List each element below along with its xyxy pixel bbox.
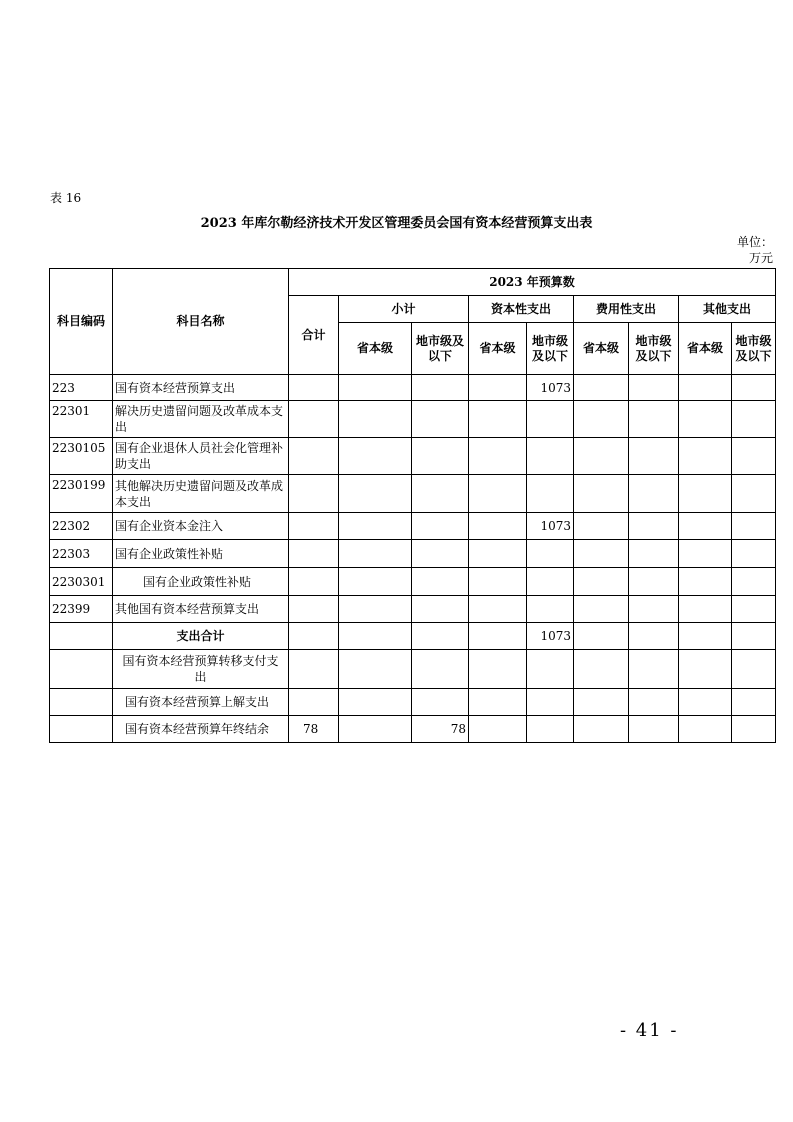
cell-expense-province (574, 623, 629, 650)
table-row (50, 596, 776, 623)
cell-other-province (679, 375, 732, 401)
header-capital-province: 省本级 (469, 323, 527, 375)
table-row (50, 650, 776, 689)
cell-capital-local: 1073 (527, 623, 574, 650)
cell-capital-province (469, 650, 527, 689)
cell-other-province (679, 596, 732, 623)
cell-subtotal-local (412, 623, 469, 650)
cell-expense-province (574, 401, 629, 438)
cell-total (289, 650, 339, 689)
row-code: 22399 (50, 596, 113, 623)
cell-subtotal-province (339, 623, 412, 650)
header-code: 科目编码 (50, 269, 113, 375)
cell-capital-province (469, 513, 527, 540)
row-name: 国有企业资本金注入 (113, 513, 289, 540)
row-name: 支出合计 (113, 623, 289, 650)
cell-subtotal-local (412, 689, 469, 716)
cell-expense-local (629, 513, 679, 540)
cell-expense-local (629, 401, 679, 438)
cell-capital-local (527, 689, 574, 716)
cell-total (289, 475, 339, 513)
cell-expense-local (629, 689, 679, 716)
cell-expense-local (629, 650, 679, 689)
cell-expense-local (629, 540, 679, 568)
row-name: 其他国有资本经营预算支出 (113, 596, 289, 623)
cell-other-province (679, 623, 732, 650)
table-row (50, 438, 776, 475)
table-row (50, 513, 776, 540)
cell-other-local (732, 716, 776, 743)
cell-subtotal-province (339, 513, 412, 540)
cell-other-province (679, 401, 732, 438)
budget-table (49, 268, 776, 743)
cell-other-local (732, 438, 776, 475)
row-name: 国有企业退休人员社会化管理补助支出 (113, 438, 289, 475)
cell-subtotal-province (339, 596, 412, 623)
cell-total (289, 438, 339, 475)
row-code: 22302 (50, 513, 113, 540)
cell-total (289, 540, 339, 568)
cell-total (289, 568, 339, 596)
cell-expense-province (574, 475, 629, 513)
cell-expense-province (574, 716, 629, 743)
cell-expense-local (629, 568, 679, 596)
table-row (50, 568, 776, 596)
cell-expense-local (629, 438, 679, 475)
cell-total (289, 689, 339, 716)
header-expense-province: 省本级 (574, 323, 629, 375)
table-row (50, 375, 776, 401)
cell-other-local (732, 540, 776, 568)
row-code: 2230301 (50, 568, 113, 596)
cell-expense-province (574, 689, 629, 716)
unit-label-text: 单位： (736, 235, 773, 249)
cell-subtotal-province (339, 475, 412, 513)
header-expense-local: 地市级及以下 (629, 323, 679, 375)
header-budget-group: 2023 年预算数 (289, 269, 776, 296)
header-capital: 资本性支出 (469, 296, 574, 323)
cell-total: 78 (289, 716, 339, 743)
cell-expense-province (574, 568, 629, 596)
cell-capital-local (527, 596, 574, 623)
cell-capital-province (469, 689, 527, 716)
row-name: 国有企业政策性补贴 (113, 540, 289, 568)
cell-other-province (679, 513, 732, 540)
cell-other-local (732, 401, 776, 438)
cell-subtotal-local (412, 568, 469, 596)
cell-capital-province (469, 568, 527, 596)
header-other: 其他支出 (679, 296, 776, 323)
table-label: 表 16 (50, 191, 82, 205)
row-name: 解决历史遗留问题及改革成本支出 (113, 401, 289, 438)
cell-capital-province (469, 475, 527, 513)
row-code: 223 (50, 375, 113, 401)
row-name: 国有资本经营预算上解支出 (113, 689, 289, 716)
header-total: 合计 (289, 296, 339, 375)
cell-other-local (732, 475, 776, 513)
page-title: 2023 年库尔勒经济技术开发区管理委员会国有资本经营预算支出表 (200, 216, 593, 231)
row-name: 国有资本经营预算支出 (113, 375, 289, 401)
unit-label (713, 234, 773, 266)
row-name: 其他解决历史遗留问题及改革成本支出 (113, 475, 289, 513)
cell-other-local (732, 689, 776, 716)
cell-expense-province (574, 650, 629, 689)
cell-expense-local (629, 716, 679, 743)
cell-capital-local: 1073 (527, 375, 574, 401)
cell-expense-province (574, 438, 629, 475)
cell-other-local (732, 623, 776, 650)
cell-subtotal-province (339, 540, 412, 568)
cell-capital-local (527, 650, 574, 689)
cell-expense-province (574, 513, 629, 540)
cell-subtotal-province (339, 375, 412, 401)
header-subtotal-province: 省本级 (339, 323, 412, 375)
cell-other-province (679, 568, 732, 596)
table-row (50, 540, 776, 568)
cell-subtotal-local (412, 596, 469, 623)
cell-capital-province (469, 401, 527, 438)
cell-other-province (679, 475, 732, 513)
cell-other-province (679, 689, 732, 716)
cell-subtotal-local (412, 540, 469, 568)
cell-capital-local (527, 568, 574, 596)
header-subtotal-local: 地市级及以下 (412, 323, 469, 375)
row-name: 国有资本经营预算转移支付支 出 (113, 650, 289, 689)
row-code: 22303 (50, 540, 113, 568)
row-code: 22301 (50, 401, 113, 438)
row-code (50, 716, 113, 743)
cell-capital-province (469, 716, 527, 743)
cell-subtotal-province (339, 438, 412, 475)
cell-subtotal-local (412, 650, 469, 689)
cell-capital-local (527, 401, 574, 438)
cell-expense-local (629, 475, 679, 513)
row-code (50, 689, 113, 716)
header-subtotal: 小计 (339, 296, 469, 323)
table-row (50, 689, 776, 716)
row-name: 国有企业政策性补贴 (113, 568, 289, 596)
cell-expense-province (574, 540, 629, 568)
cell-other-province (679, 716, 732, 743)
cell-expense-province (574, 596, 629, 623)
cell-capital-province (469, 623, 527, 650)
header-other-local: 地市级及以下 (732, 323, 776, 375)
table-row (50, 475, 776, 513)
cell-capital-local (527, 540, 574, 568)
cell-other-local (732, 375, 776, 401)
cell-total (289, 513, 339, 540)
cell-expense-local (629, 596, 679, 623)
cell-subtotal-province (339, 568, 412, 596)
cell-other-local (732, 513, 776, 540)
cell-total (289, 375, 339, 401)
header-other-province: 省本级 (679, 323, 732, 375)
row-code (50, 650, 113, 689)
cell-other-local (732, 650, 776, 689)
cell-other-local (732, 568, 776, 596)
row-name: 国有资本经营预算年终结余 (113, 716, 289, 743)
cell-subtotal-local: 78 (412, 716, 469, 743)
cell-expense-local (629, 623, 679, 650)
cell-other-local (732, 596, 776, 623)
cell-capital-province (469, 540, 527, 568)
cell-total (289, 401, 339, 438)
cell-subtotal-local (412, 375, 469, 401)
cell-subtotal-province (339, 650, 412, 689)
cell-capital-local: 1073 (527, 513, 574, 540)
cell-subtotal-local (412, 438, 469, 475)
cell-subtotal-local (412, 513, 469, 540)
cell-capital-local (527, 475, 574, 513)
cell-subtotal-province (339, 401, 412, 438)
cell-expense-local (629, 375, 679, 401)
cell-capital-province (469, 375, 527, 401)
page-number: - 41 - (620, 1020, 679, 1041)
cell-subtotal-province (339, 716, 412, 743)
unit-value: 万元 (748, 251, 773, 265)
cell-other-province (679, 438, 732, 475)
cell-capital-province (469, 438, 527, 475)
cell-capital-local (527, 716, 574, 743)
row-code: 2230105 (50, 438, 113, 475)
cell-expense-province (574, 375, 629, 401)
cell-total (289, 596, 339, 623)
cell-other-province (679, 650, 732, 689)
header-expense: 费用性支出 (574, 296, 679, 323)
cell-other-province (679, 540, 732, 568)
cell-total (289, 623, 339, 650)
table-row (50, 716, 776, 743)
cell-subtotal-local (412, 475, 469, 513)
table-row-total (50, 623, 776, 650)
row-code: 2230199 (50, 475, 113, 513)
table-row (50, 401, 776, 438)
cell-subtotal-province (339, 689, 412, 716)
cell-capital-province (469, 596, 527, 623)
header-capital-local: 地市级及以下 (527, 323, 574, 375)
row-code (50, 623, 113, 650)
cell-subtotal-local (412, 401, 469, 438)
cell-capital-local (527, 438, 574, 475)
header-name: 科目名称 (113, 269, 289, 375)
